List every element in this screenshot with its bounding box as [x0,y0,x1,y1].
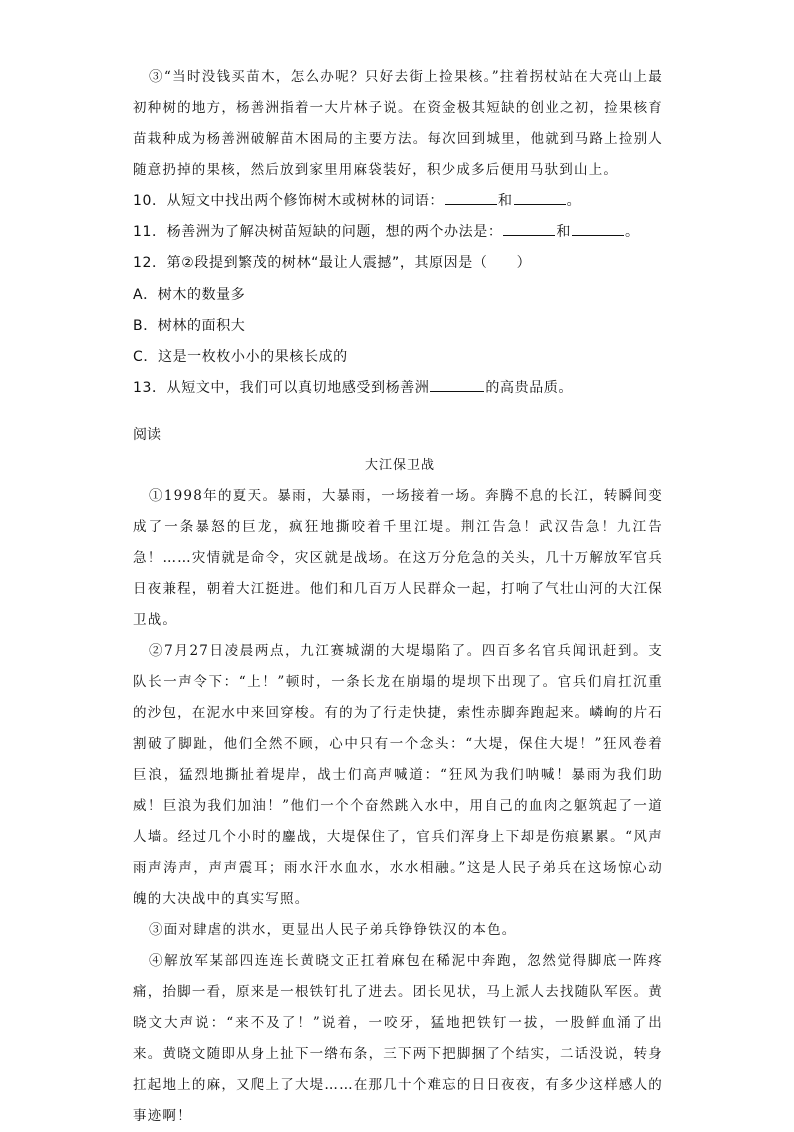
question-11-middle: 和 [556,224,572,241]
answer-blank-11b[interactable] [572,221,624,236]
answer-blank-10a[interactable] [445,190,497,205]
question-11 [133,217,663,248]
question-13 [133,373,663,404]
passage-paragraph-3b: ③面对肆虐的洪水，更显出人民子弟兵铮铮铁汉的本色。 [149,922,517,939]
section-label-reading: 阅读 [133,427,161,444]
question-13-suffix: 的高贵品质。 [485,380,574,397]
passage-paragraph-2: ②7月27日凌晨两点，九江赛城湖的大堤塌陷了。四百多名官兵闻讯赶到。支队长一声令下：“上！”顿时，一条长龙在崩塌的堤坝下出现了。官兵们肩扛沉重的沙包，在泥水中来回穿梭。有的为了行走快捷，索性赤脚奔跑起来。嶙峋的片石割破了脚趾，他们全然不顾，心中只有一个念头：“大堤，保住大堤！”狂风卷着巨浪，猛烈地撕扯着堤岸，战士们高声喊道：“狂风为我们呐喊！暴雨为我们助威！巨浪为我们加油！”他们一个个奋然跳入水中，用自己的血肉之躯筑起了一道人墙。经过几个小时的鏖战，大堤保住了，官兵们浑身上下却是伤痕累累。“风声雨声涛声，声声震耳；雨水汗水血水，水水相融。”这是人民子弟兵在这场惊心动魄的大决战中的真实写照。 [133,643,663,908]
question-10-middle: 和 [498,193,513,209]
passage-paragraph-4: ④解放军某部四连连长黄晓文正扛着麻包在稀泥中奔跑，忽然觉得脚底一阵疼痛，抬脚一看，原来是一根铁钉扎了进去。团长见状，马上派人去找随队军医。黄晓文大声说：“来不及了！”说着，一咬牙，猛地把铁钉一拔，一股鲜血涌了出来。黄晓文随即从身上扯下一绺布条，三下两下把脚捆了个结实，二话没说，转身扛起地上的麻，又爬上了大堤……在那几十个难忘的日日夜夜，有多少这样感人的事迹啊！ [133,953,663,1125]
question-12-stem: 12．第②段提到繁茂的树林“最让人震撼”，其原因是（ ） [133,255,532,272]
passage-paragraph-1: ①1998年的夏天。暴雨，大暴雨，一场接着一场。奔腾不息的长江，转瞬间变成了一条暴怒的巨龙，疯狂地撕咬着千里江堤。荆江告急！武汉告急！九江告急！……灾情就是命令，灾区就是战场。在这万分危急的关头，几十万解放军官兵日夜兼程，朝着大江挺进。他们和几百万人民群众一起，打响了气壮山河的大江保卫战。 [133,488,663,629]
answer-blank-13[interactable] [430,377,484,392]
question-12-option-a[interactable]: A．树木的数量多 [133,286,246,303]
question-11-prefix: 11．杨善洲为了解决树苗短缺的问题，想的两个办法是： [133,224,503,241]
question-12-option-b[interactable]: B．树林的面积大 [133,317,246,334]
answer-blank-11a[interactable] [503,221,555,236]
question-13-prefix: 13．从短文中，我们可以真切地感受到杨善洲 [133,380,430,397]
question-12-option-c[interactable]: C．这是一枚枚小小的果核长成的 [133,349,348,366]
question-10-suffix: 。 [566,193,582,209]
question-11-suffix: 。 [625,224,640,241]
passage-title: 大江保卫战 [364,458,435,474]
document-page [133,62,663,1132]
question-10-prefix: 10．从短文中找出两个修饰树木或树林的词语： [133,193,445,209]
question-10 [133,186,663,217]
passage-paragraph-3: ③“当时没钱买苗木，怎么办呢？只好去街上捡果核。”拄着拐杖站在大亮山上最初种树的地方，杨善洲指着一大片林子说。在资金极其短缺的创业之初，捡果核育苗栽种成为杨善洲破解苗木困局的主要方法。每次回到城里，他就到马路上捡别人随意扔掉的果核，然后放到家里用麻袋装好，积少成多后便用马驮到山上。 [133,69,663,178]
answer-blank-10b[interactable] [514,190,566,205]
